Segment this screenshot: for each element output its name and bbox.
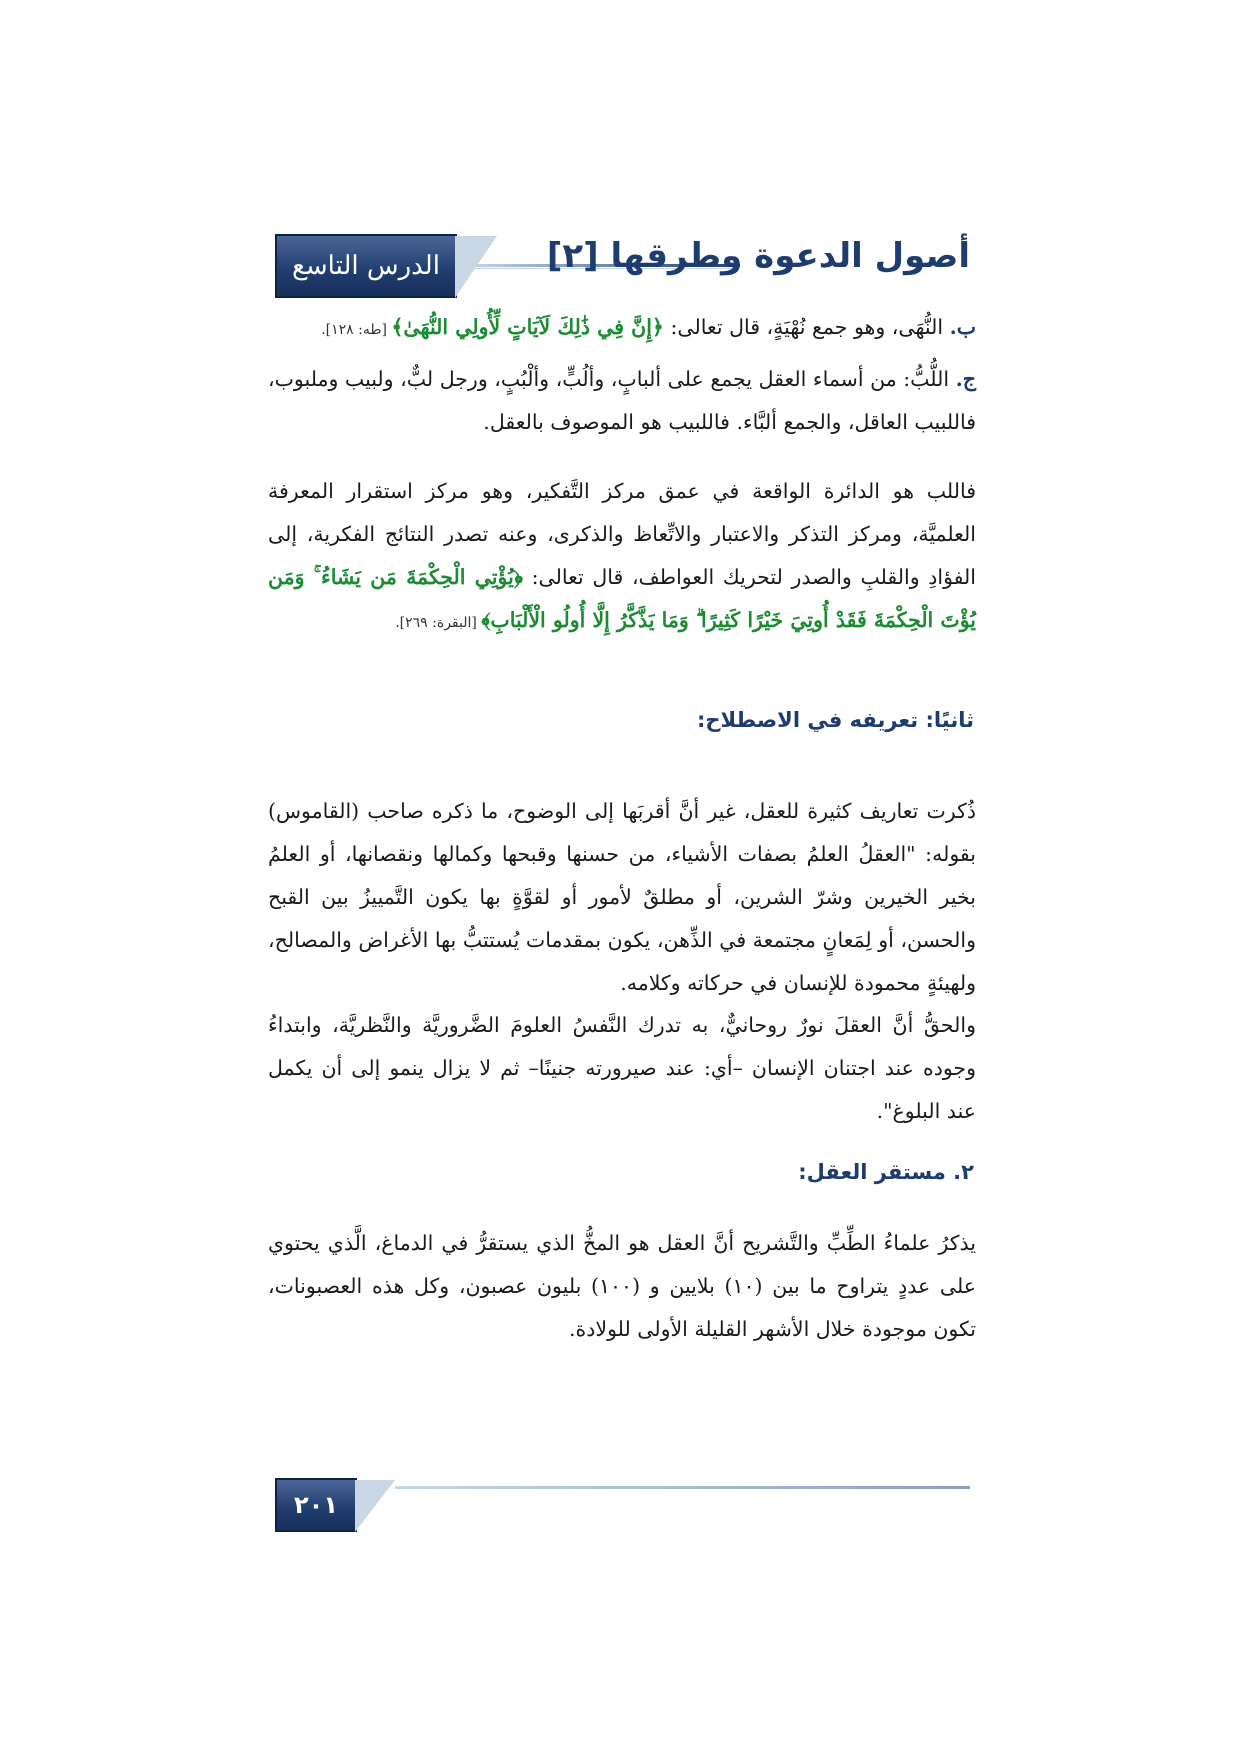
footer-rule <box>395 1486 970 1489</box>
lesson-label: الدرس التاسع <box>275 234 457 298</box>
section-heading-mustaqar: ٢. مستقر العقل: <box>798 1160 974 1184</box>
paragraph-b <box>268 306 976 352</box>
quran-verse-taha: ﴿إِنَّ فِي ذَٰلِكَ لَآيَاتٍ لِّأُولِي النُّهَىٰ﴾ <box>391 315 664 339</box>
paragraph-definition <box>268 790 976 1005</box>
paragraph-lub <box>268 470 976 645</box>
paragraph-j-text: اللُّبُّ: من أسماء العقل يجمع على ألبابٍ، وألُبٍّ، وألْبُبٍ، ورجل لبٌّ، ولبيب وملبوب، فاللبيب العاقل، والجمع ألبَّاء. فاللبيب هو الموصوف بالعقل. <box>268 367 976 434</box>
paragraph-definition-text: ذُكرت تعاريف كثيرة للعقل، غير أنَّ أقربَها إلى الوضوح، ما ذكره صاحب (القاموس) بقوله: "العقلُ العلمُ بصفات الأشياء، من حسنها وقبحها وكمالها ونقصانها، أو العلمُ بخير الخيرين وشرّ الشرين، أو مطلقٌ لأمور أو لقوَّةٍ بها يكون التَّمييزُ بين القبح والحسن، أو لِمَعانٍ مجتمعة في الذِّهن، يكون بمقدمات يُستتبُّ بها الأغراض والمصالح، ولهيئةٍ محمودة للإنسان في حركاته وكلامه. <box>268 799 976 995</box>
page-number: ٢٠١ <box>275 1478 357 1532</box>
section-heading-istilah: ثانيًا: تعريفه في الاصطلاح: <box>696 708 974 732</box>
paragraph-lub-text: فاللب هو الدائرة الواقعة في عمق مركز التَّفكير، وهو مركز استقرار المعرفة العلميَّة، ومركز التذكر والاعتبار والاتِّعاظ والذكرى، وعنه تصدر النتائج الفكرية، إلى الفؤادِ والقلبِ والصدر لتحريك العواطف، قال تعالى: <box>268 479 976 589</box>
book-title: أصول الدعوة وطرقها [٢] <box>546 236 970 276</box>
item-label-j: ج. <box>955 367 976 391</box>
paragraph-b-text: النُّهَى، وهو جمع نُهْيَةٍ، قال تعالى: <box>663 315 950 339</box>
paragraph-j <box>268 358 976 444</box>
quran-verse-baqara: ﴿يُؤْتِي الْحِكْمَةَ مَن يَشَاءُ ۚ وَمَن يُؤْتَ الْحِكْمَةَ فَقَدْ أُوتِيَ خَيْرًا كَثِيرًا ۗ وَمَا يَذَّكَّرُ إِلَّا أُولُو الْأَلْبَابِ﴾ <box>268 565 976 632</box>
paragraph-haq <box>268 1004 976 1133</box>
verse-reference-baqara: [البقرة: ٢٦٩]. <box>395 615 482 631</box>
item-label-b: ب. <box>949 315 976 339</box>
paragraph-haq-text: والحقُّ أنَّ العقلَ نورٌ روحانيٌّ، به تدرك النَّفسُ العلومَ الضَّروريَّة والنَّظريَّة، وابتداءُ وجوده عند اجتنان الإنسان –أي: عند صيرورته جنينًا– ثم لا يزال ينمو إلى أن يكمل عند البلوغ". <box>268 1013 976 1123</box>
paragraph-brain <box>268 1222 976 1351</box>
paragraph-brain-text: يذكرُ علماءُ الطِّبِّ والتَّشريح أنَّ العقل هو المخُّ الذي يستقرُّ في الدماغ، الَّذي يحتوي على عددٍ يتراوح ما بين (١٠) بلايين و (١٠٠) بليون عصبون، وكل هذه العصبونات، تكون موجودة خلال الأشهر القليلة الأولى للولادة. <box>268 1231 976 1341</box>
verse-reference-taha: [طه: ١٢٨]. <box>321 322 392 338</box>
